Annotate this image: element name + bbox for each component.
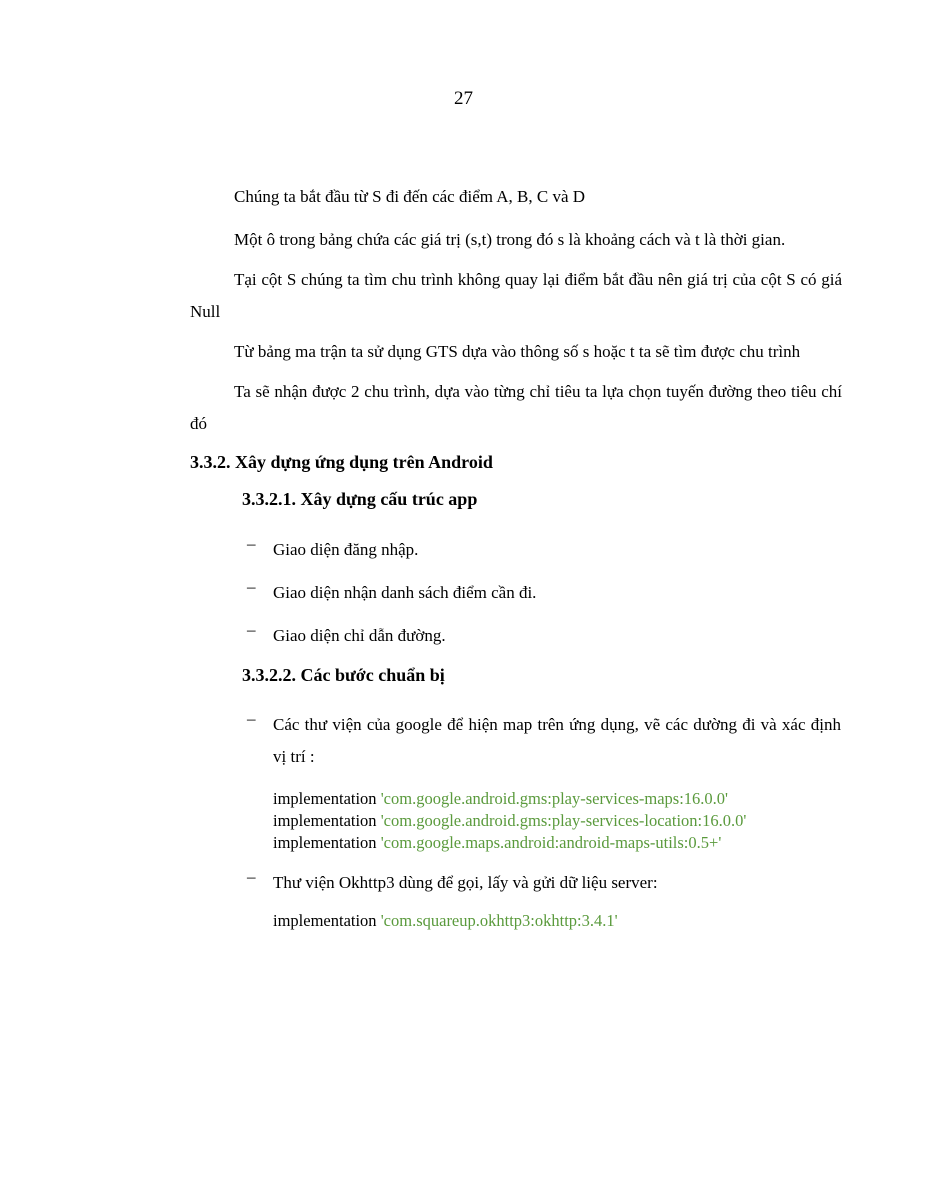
bullet-okhttp-library: Thư viện Okhttp3 dùng để gọi, lấy và gửi dữ liệu server: bbox=[273, 873, 658, 892]
code-keyword: implementation bbox=[273, 811, 381, 830]
code-string: 'com.squareup.okhttp3:okhttp:3.4.1' bbox=[380, 911, 618, 930]
paragraph-4: Từ bảng ma trận ta sử dụng GTS dựa vào thông số s hoặc t ta sẽ tìm được chu trình bbox=[234, 342, 801, 361]
bullet-marker: – bbox=[247, 867, 256, 886]
bullet-directions-screen: Giao diện chỉ dẫn đường. bbox=[273, 626, 446, 645]
page-number: 27 bbox=[454, 88, 473, 109]
code-line bbox=[273, 810, 746, 832]
bullet-login-screen: Giao diện đăng nhập. bbox=[273, 540, 419, 559]
subsection-heading-preparation: 3.3.2.2. Các bước chuẩn bị bbox=[242, 665, 445, 685]
paragraph-2: Một ô trong bảng chứa các giá trị (s,t) trong đó s là khoảng cách và t là thời gian. bbox=[234, 230, 786, 249]
code-line bbox=[273, 832, 721, 854]
code-string: 'com.google.android.gms:play-services-maps:16.0.0' bbox=[380, 789, 729, 808]
code-line bbox=[273, 910, 618, 932]
bullet-google-libraries: Các thư viện của google để hiện map trên ứng dụng, vẽ các dường đi và xác định vị trí : bbox=[273, 715, 841, 766]
code-string: 'com.google.android.gms:play-services-location:16.0.0' bbox=[380, 811, 747, 830]
bullet-destination-list-screen: Giao diện nhận danh sách điểm cần đi. bbox=[273, 583, 537, 602]
bullet-marker: – bbox=[247, 577, 256, 596]
paragraph-5: Ta sẽ nhận được 2 chu trình, dựa vào từng chỉ tiêu ta lựa chọn tuyến đường theo tiêu chí đó bbox=[190, 382, 842, 433]
code-keyword: implementation bbox=[273, 833, 381, 852]
code-line bbox=[273, 788, 728, 810]
code-string: 'com.google.maps.android:android-maps-utils:0.5+' bbox=[380, 833, 722, 852]
bullet-marker: – bbox=[247, 534, 256, 553]
bullet-marker: – bbox=[247, 620, 256, 639]
subsection-heading-structure: 3.3.2.1. Xây dựng cấu trúc app bbox=[242, 489, 478, 509]
paragraph-3: Tại cột S chúng ta tìm chu trình không quay lại điểm bắt đầu nên giá trị của cột S có giá Null bbox=[190, 270, 842, 321]
bullet-marker: – bbox=[247, 709, 256, 728]
code-keyword: implementation bbox=[273, 911, 381, 930]
paragraph-1: Chúng ta bắt đầu từ S đi đến các điểm A, B, C và D bbox=[234, 187, 586, 206]
section-heading: 3.3.2. Xây dựng ứng dụng trên Android bbox=[190, 452, 493, 472]
code-keyword: implementation bbox=[273, 789, 381, 808]
